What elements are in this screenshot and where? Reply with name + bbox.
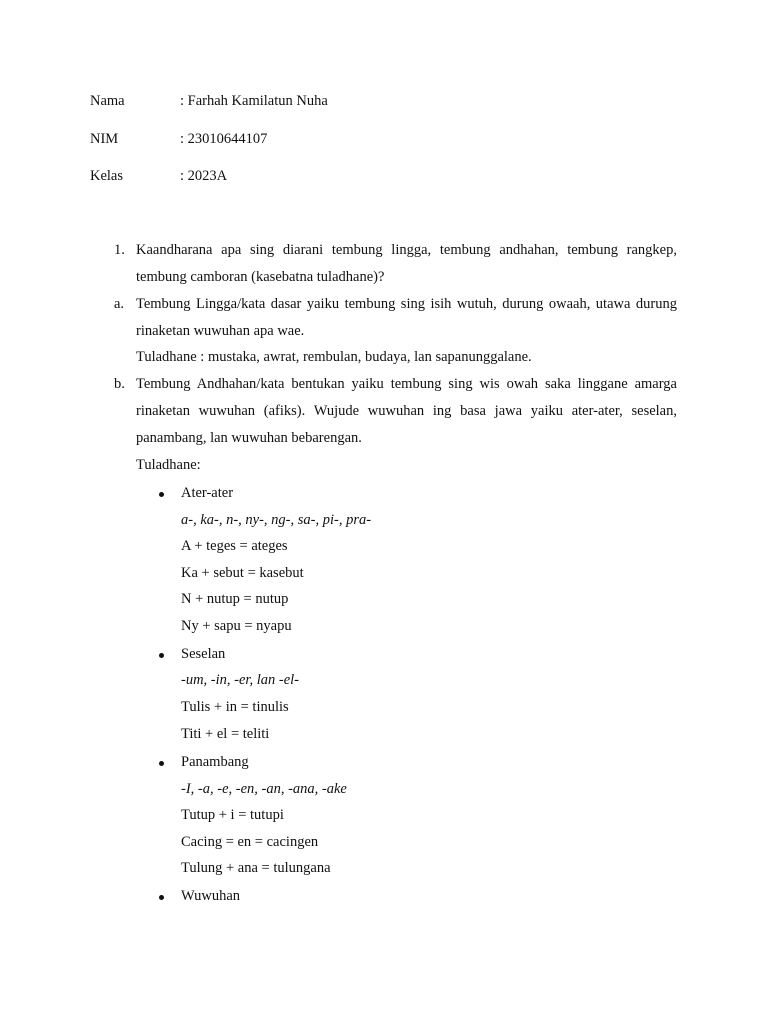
answer-b-line: rinaketan wuwuhan (afiks). Wujude wuwuhan ing basa jawa yaiku ater-ater, seselan, [136,403,677,419]
nim-value: : 23010644107 [180,131,268,147]
group-title: Ater-ater [181,485,234,501]
group-example: Tulis + in = tinulis [181,699,289,715]
group-title: Seselan [181,646,226,662]
group-example: Tutup + i = tutupi [181,807,284,823]
class-value: : 2023A [180,168,228,184]
answer-marker-b: b. [114,376,125,392]
group-pattern: a-, ka-, n-, ny-, ng-, sa-, pi-, pra- [181,512,372,528]
group-title: Wuwuhan [181,888,241,904]
answer-a-line: Tembung Lingga/kata dasar yaiku tembung sing isih wutuh, durung owaah, utawa durung [136,296,677,312]
group-example: Titi + el = teliti [181,726,270,742]
bullet-icon [159,895,164,900]
group-example: Ka + sebut = kasebut [181,565,304,581]
group-pattern: -I, -a, -e, -en, -an, -ana, -ake [181,781,347,797]
answer-b-tuladhane: Tuladhane: [136,457,201,473]
group-example: A + teges = ateges [181,538,288,554]
question-text-line: Kaandharana apa sing diarani tembung lingga, tembung andhahan, tembung rangkep, [136,242,677,258]
group-pattern: -um, -in, -er, lan -el- [181,672,299,688]
bullet-icon [159,653,164,658]
class-label: Kelas [90,168,124,184]
answer-a-example: Tuladhane : mustaka, awrat, rembulan, budaya, lan sapanunggalane. [136,349,532,365]
answer-marker-a: a. [114,296,125,312]
group-example: N + nutup = nutup [181,591,289,607]
name-label: Nama [90,93,125,109]
group-example: Tulung + ana = tulungana [181,860,331,876]
group-example: Cacing = en = cacingen [181,834,319,850]
group-title: Panambang [181,754,249,770]
question-text-line: tembung camboran (kasebatna tuladhane)? [136,269,385,285]
answer-a-line: rinaketan wuwuhan apa wae. [136,323,305,339]
group-example: Ny + sapu = nyapu [181,618,292,634]
nim-label: NIM [90,131,119,147]
question-number: 1. [114,242,125,258]
answer-b-line: panambang, lan wuwuhan bebarengan. [136,430,362,446]
bullet-icon [159,761,164,766]
name-value: : Farhah Kamilatun Nuha [180,93,328,109]
answer-b-line: Tembung Andhahan/kata bentukan yaiku tembung sing wis owah saka linggane amarga [136,376,677,392]
bullet-icon [159,492,164,497]
